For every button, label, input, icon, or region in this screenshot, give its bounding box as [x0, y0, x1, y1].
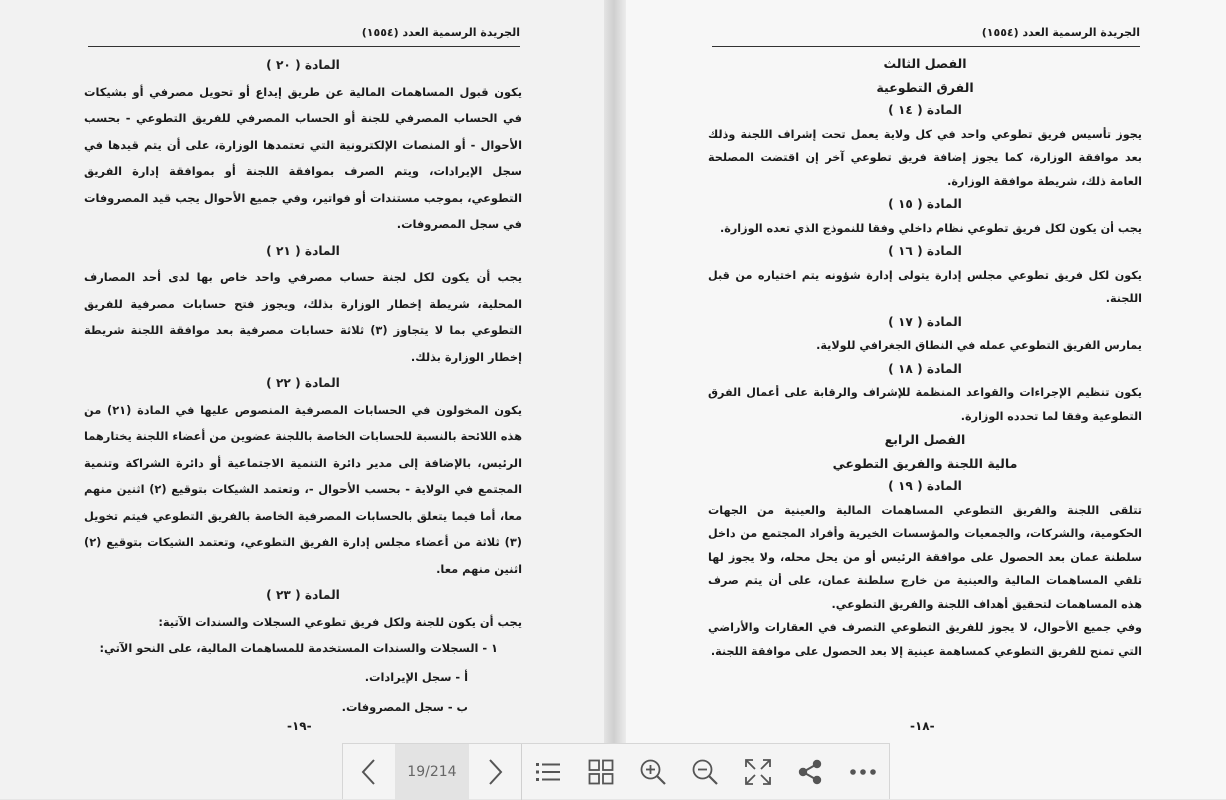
article-heading: المادة ( ١٦ )	[888, 244, 962, 258]
right-page-text	[708, 52, 1142, 663]
zoom-in-button[interactable]	[627, 744, 679, 800]
article-text: يجب أن يكون للجنة ولكل فريق تطوعي السجلات والسندات الآتية:	[158, 614, 522, 629]
list-item: ب - سجل المصروفات.	[341, 699, 468, 714]
article-heading: المادة ( ٢٣ )	[266, 588, 340, 602]
viewer-toolbar	[342, 743, 890, 799]
article-text: يجوز تأسيس فريق تطوعي واحد في كل ولاية يعمل تحت إشراف اللجنة وذلك بعد موافقة الوزارة، كما يجوز إضافة فريق تطوعي آخر إن اقتضت المصلحة العامة ذلك، شريطة موافقة الوزارة.	[708, 127, 1142, 188]
page-header: الجريدة الرسمية العدد (١٥٥٤)	[712, 24, 1140, 47]
list-item: ١ - السجلات والسندات المستخدمة للمساهمات المالية، على النحو الآتي:	[99, 641, 498, 655]
article-text: يجب أن يكون لكل فريق تطوعي نظام داخلي وفقا للنموذج الذي تعده الوزارة.	[720, 221, 1142, 235]
article-text: يكون تنظيم الإجراءات والقواعد المنظمة للإشراف والرقابة على أعمال الفرق التطوعية وفقا لما تحدده الوزارة.	[708, 386, 1142, 423]
page-number: -١٨-	[910, 719, 935, 733]
book-gutter	[604, 0, 626, 799]
article-heading: المادة ( ١٧ )	[888, 314, 962, 329]
more-icon	[849, 768, 877, 776]
article-text: يكون المخولون في الحسابات المصرفية المنصوص عليها في المادة (٢١) من هذه اللائحة بالنسبة للحسابات الخاصة باللجنة عضوين من أعضاء اللجنة يختارهما الرئيس، بالإضافة إلى مدير دائرة التنمية الاجتماعية أو دائرة الشراكة وتنمية المجتمع في الولاية - بحسب الأحوال -، وتعتمد الشيكات بتوقيع (٢) اثنين منهم معا، أما فيما يتعلق بالحسابات المصرفية الخاصة بالفريق التطوعي فيتم تخويل (٣) ثلاثة من أعضاء مجلس إدارة الفريق التطوعي، وتعتمد الشيكات بتوقيع (٢) اثنين منهم معا.	[84, 402, 522, 576]
page-indicator[interactable]: 19/214	[395, 744, 469, 800]
article-text: وفي جميع الأحوال، لا يجوز للفريق التطوعي التصرف في العقارات والأراضي التي تمنح للفريق التطوعي كمساهمة عينية إلا بعد الحصول على موافقة اللجنة.	[708, 621, 1142, 658]
fullscreen-icon	[744, 758, 772, 786]
chevron-left-icon	[359, 758, 379, 786]
chapter-heading: الفصل الرابع	[884, 432, 966, 447]
page-header: الجريدة الرسمية العدد (١٥٥٤)	[88, 24, 520, 47]
chevron-right-icon	[485, 758, 505, 786]
article-text: يمارس الفريق التطوعي عمله في النطاق الجغرافي للولاية.	[816, 339, 1142, 352]
article-heading: المادة ( ١٤ )	[888, 103, 962, 117]
article-text: يجب أن يكون لكل لجنة حساب مصرفي واحد خاص بها لدى أحد المصارف المحلية، شريطة إخطار الوزارة بذلك، ويجوز فتح حسابات مصرفية للفريق التطوعي بما لا يتجاوز (٣) ثلاثة حسابات مصرفية بعد موافقة اللجنة شريطة إخطار الوزارة بذلك.	[84, 270, 522, 364]
article-heading: المادة ( ٢٠ )	[266, 58, 340, 72]
right-page	[614, 0, 1226, 799]
grid-icon	[588, 759, 614, 785]
list-icon	[535, 761, 561, 783]
share-button[interactable]	[784, 744, 836, 800]
chapter-title: مالية اللجنة والفريق التطوعي	[832, 455, 1018, 471]
article-heading: المادة ( ١٩ )	[888, 479, 962, 493]
zoom-in-icon	[639, 758, 667, 786]
next-page-button[interactable]	[469, 744, 521, 800]
article-heading: المادة ( ٢١ )	[266, 243, 340, 258]
article-text: تتلقى اللجنة والفريق التطوعي المساهمات المالية والعينية من الجهات الحكومية، والشركات، والجمعيات والمؤسسات الخيرية وأفراد المجتمع من داخل سلطنة عمان بعد الحصول على موافقة الرئيس أو من يحل محله، ولا يجوز لها تلقي المساهمات المالية والعينية من خارج سلطنة عمان، على أن يتم صرف هذه المساهمات لتحقيق أهداف اللجنة والفريق التطوعي.	[708, 503, 1142, 611]
share-icon	[796, 758, 824, 786]
page-number: -١٩-	[287, 719, 312, 733]
list-item: أ - سجل الإيرادات.	[364, 669, 468, 684]
left-page-text	[84, 52, 522, 722]
thumbnails-button[interactable]	[574, 744, 626, 800]
fullscreen-button[interactable]	[732, 744, 784, 800]
more-options-button[interactable]	[837, 744, 889, 800]
table-of-contents-button[interactable]	[522, 744, 574, 800]
chapter-heading: الفصل الثالث	[883, 56, 967, 71]
article-text: يكون قبول المساهمات المالية عن طريق إيداع أو تحويل مصرفي أو بشيكات في الحساب المصرفي للجنة أو الحساب المصرفي للفريق التطوعي - بحسب الأحوال - أو المنصات الإلكترونية التي تعتمدها الوزارة، على أن يتم قيدها في سجل الإيرادات، ويتم الصرف بموافقة اللجنة أو بموافقة إدارة الفريق التطوعي، بموجب مستندات أو فواتير، وفي جميع الأحوال يجب قيد المصروفات في سجل المصروفات.	[84, 84, 522, 231]
zoom-out-button[interactable]	[679, 744, 731, 800]
previous-page-button[interactable]	[343, 744, 395, 800]
article-heading: المادة ( ١٨ )	[888, 361, 962, 376]
article-text: يكون لكل فريق تطوعي مجلس إدارة يتولى إدارة شؤونه يتم اختياره من قبل اللجنة.	[708, 268, 1142, 305]
zoom-out-icon	[691, 758, 719, 786]
article-heading: المادة ( ٢٢ )	[266, 376, 340, 390]
article-heading: المادة ( ١٥ )	[888, 197, 962, 211]
chapter-title: الفرق التطوعية	[876, 79, 974, 95]
